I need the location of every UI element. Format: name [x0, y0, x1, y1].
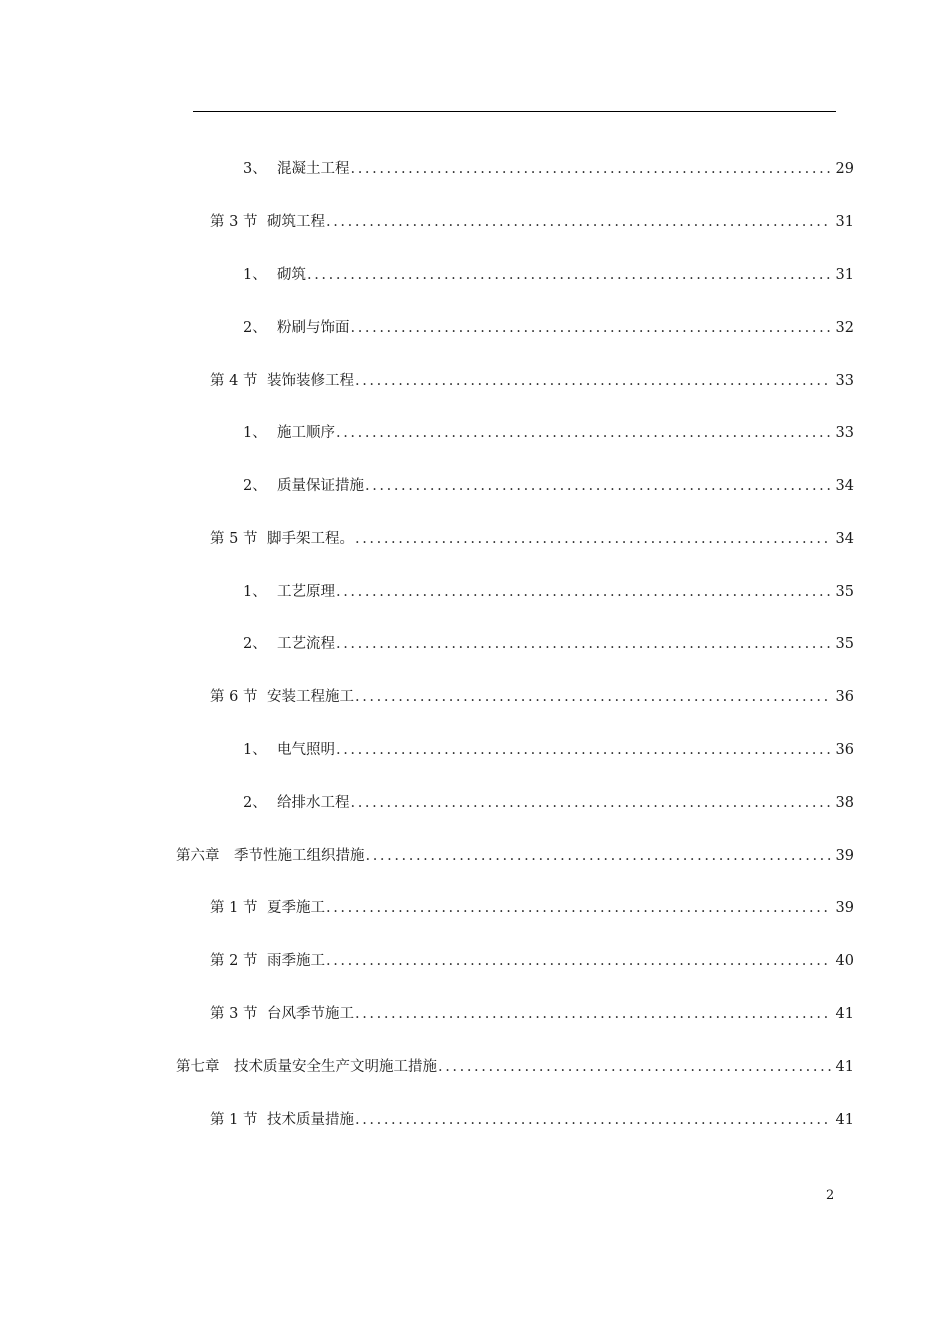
toc-entry-title: 工艺流程 — [277, 636, 335, 652]
toc-entry[interactable] — [243, 424, 854, 442]
dot-leader — [336, 424, 832, 442]
toc-entry-number: 1、 — [243, 584, 267, 600]
toc-entry[interactable] — [176, 847, 854, 865]
toc-entry-page: 41 — [835, 1112, 854, 1128]
toc-entry-title: 安装工程施工 — [267, 689, 354, 705]
dot-leader — [355, 1111, 832, 1129]
toc-entry-page: 34 — [835, 531, 854, 547]
toc-entry-page: 34 — [835, 478, 854, 494]
toc-entry-title: 季节性施工组织措施 — [234, 848, 365, 864]
toc-entry-page: 35 — [835, 636, 854, 652]
toc-entry-page: 29 — [835, 161, 854, 177]
dot-leader — [326, 952, 832, 970]
toc-entry-title: 雨季施工 — [267, 953, 325, 969]
dot-leader — [355, 1005, 832, 1023]
toc-entry-title: 电气照明 — [277, 742, 335, 758]
toc-entry-number: 第 2 节 — [210, 953, 258, 969]
toc-entry-title: 工艺原理 — [277, 584, 335, 600]
toc-entry-title: 技术质量安全生产文明施工措施 — [234, 1059, 437, 1075]
toc-entry[interactable] — [210, 952, 854, 970]
toc-entry-number: 2、 — [243, 795, 267, 811]
toc-entry-page: 41 — [835, 1059, 854, 1075]
toc-entry-page: 36 — [835, 689, 854, 705]
toc-entry-title: 给排水工程 — [277, 795, 350, 811]
toc-entry-title: 台风季节施工 — [267, 1006, 354, 1022]
toc-entry-title: 夏季施工 — [267, 900, 325, 916]
toc-entry-page: 31 — [835, 267, 854, 283]
dot-leader — [355, 372, 832, 390]
toc-entry-page: 33 — [835, 425, 854, 441]
dot-leader — [438, 1058, 832, 1076]
toc-entry[interactable] — [176, 1058, 854, 1076]
toc-entry[interactable] — [210, 530, 854, 548]
toc-entry[interactable] — [243, 583, 854, 601]
toc-entry[interactable] — [210, 899, 854, 917]
toc-entry-page: 32 — [835, 320, 854, 336]
toc-entry[interactable] — [243, 794, 854, 812]
toc-entry[interactable] — [210, 1111, 854, 1129]
toc-entry-number: 第 5 节 — [210, 531, 258, 547]
toc-entry[interactable] — [210, 372, 854, 390]
toc-entry[interactable] — [243, 635, 854, 653]
toc-entry-page: 35 — [835, 584, 854, 600]
toc-entry-title: 砌筑工程 — [267, 214, 325, 230]
dot-leader — [351, 160, 832, 178]
footer-page-number: 2 — [826, 1188, 835, 1203]
dot-leader — [326, 213, 832, 231]
toc-entry-title: 装饰装修工程 — [267, 373, 354, 389]
toc-entry-number: 第六章 — [176, 848, 220, 864]
toc-entry[interactable] — [243, 266, 854, 284]
dot-leader — [355, 688, 832, 706]
toc-entry-number: 第 1 节 — [210, 900, 258, 916]
toc-entry-title: 混凝土工程 — [277, 161, 350, 177]
dot-leader — [336, 635, 832, 653]
toc-entry[interactable] — [210, 688, 854, 706]
toc-entry[interactable] — [243, 160, 854, 178]
dot-leader — [336, 741, 832, 759]
toc-entry-page: 39 — [835, 900, 854, 916]
toc-entry-number: 第 6 节 — [210, 689, 258, 705]
toc-entry-page: 41 — [835, 1006, 854, 1022]
toc-entry-number: 2、 — [243, 320, 267, 336]
toc-entry-title: 粉刷与饰面 — [277, 320, 350, 336]
toc-entry-page: 40 — [835, 953, 854, 969]
toc-entry-number: 第 3 节 — [210, 1006, 258, 1022]
toc-entry-page: 33 — [835, 373, 854, 389]
toc-entry-number: 2、 — [243, 478, 267, 494]
dot-leader — [351, 794, 832, 812]
toc-entry-number: 第七章 — [176, 1059, 220, 1075]
toc-entry-number: 1、 — [243, 425, 267, 441]
dot-leader — [336, 583, 832, 601]
dot-leader — [326, 899, 832, 917]
toc-entry-title: 砌筑 — [277, 267, 306, 283]
toc-entry[interactable] — [243, 477, 854, 495]
toc-entry-title: 脚手架工程。 — [267, 531, 354, 547]
header-rule — [193, 111, 836, 112]
toc-entry-number: 1、 — [243, 267, 267, 283]
dot-leader — [351, 319, 832, 337]
toc-entry-page: 31 — [835, 214, 854, 230]
toc-entry-number: 1、 — [243, 742, 267, 758]
dot-leader — [365, 477, 832, 495]
toc-entry-title: 施工顺序 — [277, 425, 335, 441]
toc-entry-number: 第 1 节 — [210, 1112, 258, 1128]
toc-entry-title: 质量保证措施 — [277, 478, 364, 494]
dot-leader — [355, 530, 832, 548]
toc-entry-number: 3、 — [243, 161, 267, 177]
toc-entry-page: 38 — [835, 795, 854, 811]
dot-leader — [307, 266, 832, 284]
toc-entry-number: 2、 — [243, 636, 267, 652]
dot-leader — [366, 847, 832, 865]
toc-entry-number: 第 4 节 — [210, 373, 258, 389]
toc-entry[interactable] — [210, 213, 854, 231]
toc-entry[interactable] — [243, 319, 854, 337]
toc-entry[interactable] — [243, 741, 854, 759]
toc-entry-page: 36 — [835, 742, 854, 758]
toc-entry-page: 39 — [835, 848, 854, 864]
toc-entry[interactable] — [210, 1005, 854, 1023]
toc-entry-number: 第 3 节 — [210, 214, 258, 230]
toc-entry-title: 技术质量措施 — [267, 1112, 354, 1128]
